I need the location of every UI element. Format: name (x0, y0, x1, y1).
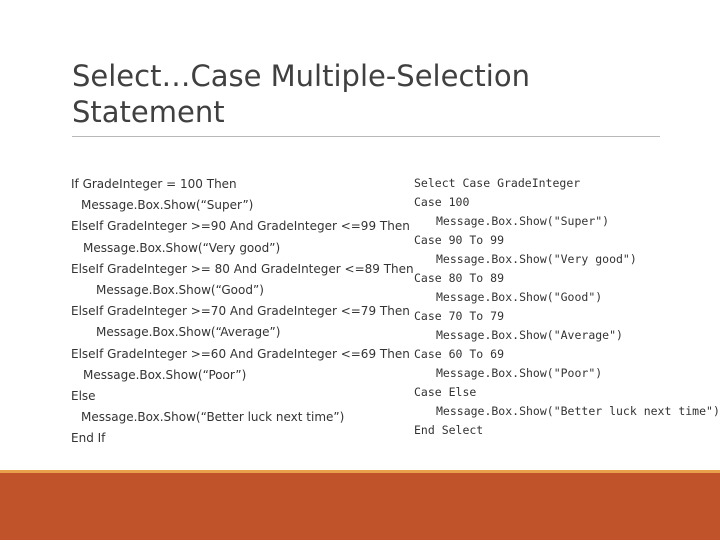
code-line: Message.Box.Show("Very good") (436, 252, 637, 266)
code-line: Message.Box.Show(“Super”) (81, 198, 254, 213)
slide-title (72, 58, 672, 130)
code-line: If GradeInteger = 100 Then (71, 177, 237, 191)
code-line: Else (71, 388, 96, 403)
code-line: ElseIf GradeInteger >=90 And GradeInteger <=99 Then (71, 219, 410, 234)
code-line: ElseIf GradeInteger >=60 And GradeInteger <=69 Then (71, 346, 410, 361)
if-elseif-code-block (71, 174, 414, 449)
code-line: Case Else (414, 385, 477, 399)
code-line: Case 80 To 89 (414, 271, 505, 285)
code-line: End Select (414, 423, 484, 437)
slide-title-line-1: Select…Case Multiple-Selection (72, 59, 530, 93)
code-line: Message.Box.Show("Good") (436, 290, 603, 304)
code-line: Message.Box.Show(“Poor”) (83, 367, 247, 382)
code-line: Case 60 To 69 (414, 347, 505, 361)
code-line: End If (71, 431, 106, 446)
code-line: Case 90 To 99 (414, 233, 505, 247)
code-line: Case 100 (414, 195, 470, 209)
select-case-code-block (414, 174, 720, 440)
footer-bar (0, 473, 720, 540)
code-line: ElseIf GradeInteger >=70 And GradeInteger <=79 Then (71, 304, 410, 319)
title-divider (72, 136, 660, 137)
code-line: Message.Box.Show("Super") (436, 214, 610, 228)
code-line: Case 70 To 79 (414, 309, 505, 323)
code-line: Select Case GradeInteger (414, 176, 581, 190)
slide-title-line-2: Statement (72, 95, 225, 129)
code-line: ElseIf GradeInteger >= 80 And GradeInteger <=89 Then (71, 261, 414, 276)
code-line: Message.Box.Show(“Very good”) (83, 240, 281, 255)
code-line: Message.Box.Show(“Good”) (96, 282, 264, 297)
code-line: Message.Box.Show("Average") (436, 328, 623, 342)
code-line: Message.Box.Show(“Better luck next time”) (81, 410, 345, 425)
code-line: Message.Box.Show(“Average”) (96, 325, 281, 340)
code-line: Message.Box.Show("Better luck next time") (436, 404, 720, 418)
code-line: Message.Box.Show("Poor") (436, 366, 603, 380)
